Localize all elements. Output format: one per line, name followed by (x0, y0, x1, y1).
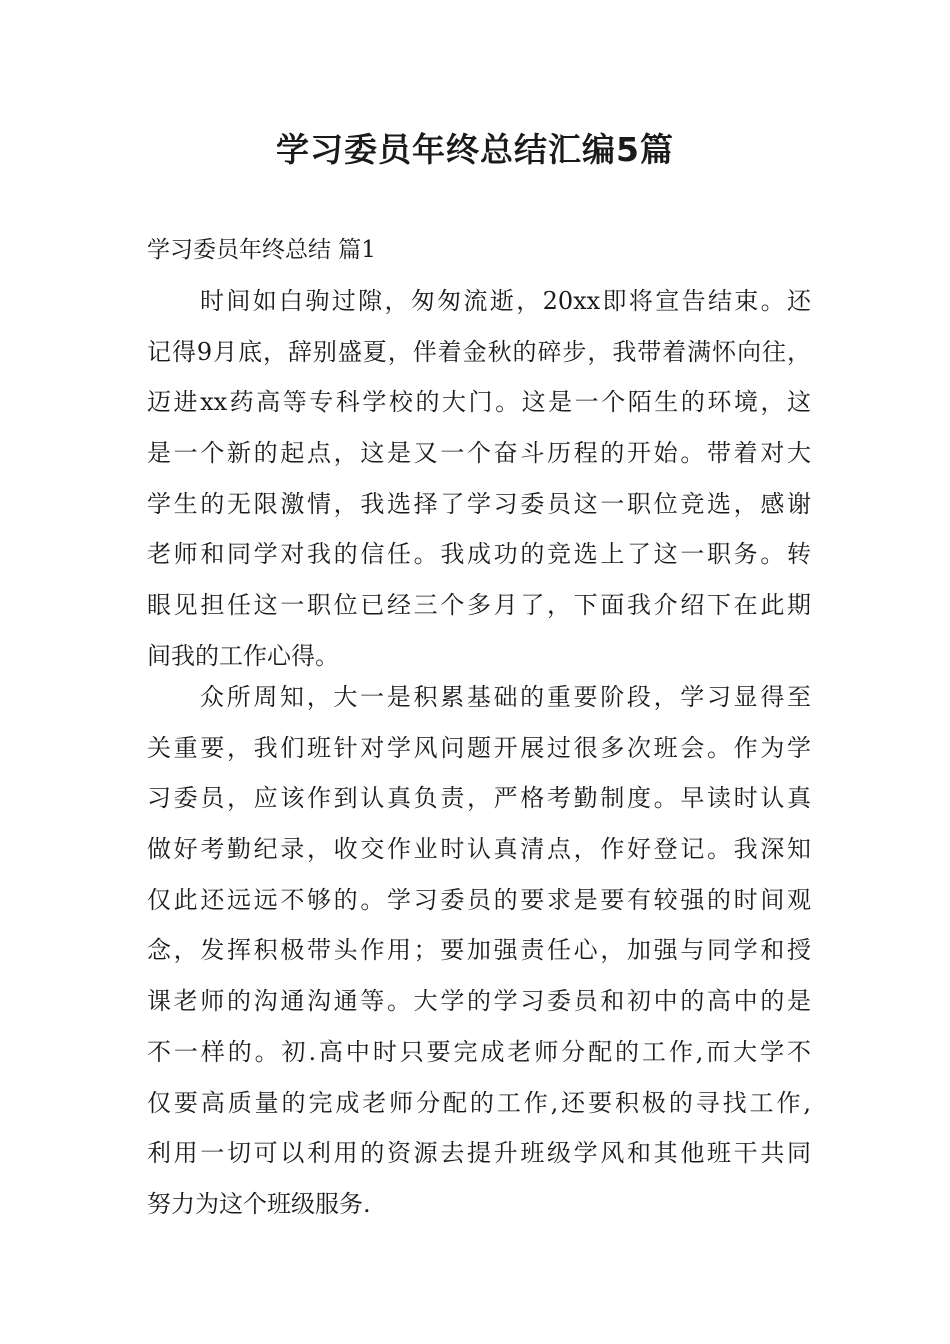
paragraph-line: 是一个新的起点，这是又一个奋斗历程的开始。带着对大 (147, 439, 811, 468)
paragraph-line: 课老师的沟通沟通等。大学的学习委员和初中的高中的是 (147, 987, 811, 1016)
paragraph-line: 仅此还远远不够的。学习委员的要求是要有较强的时间观 (147, 885, 811, 914)
paragraph-line: 做好考勤纪录，收交作业时认真清点，作好登记。我深知 (147, 835, 811, 864)
paragraph-line: 眼见担任这一职位已经三个多月了，下面我介绍下在此期 (147, 591, 811, 620)
paragraph-line: 众所周知，大一是积累基础的重要阶段，学习显得至 (200, 683, 811, 711)
paragraph-line: 念，发挥积极带头作用；要加强责任心，加强与同学和授 (147, 936, 811, 965)
paragraph-line: 学生的无限激情，我选择了学习委员这一职位竞选，感谢 (147, 489, 811, 518)
paragraph-line: 迈进xx药高等专科学校的大门。这是一个陌生的环境，这 (147, 388, 811, 417)
paragraph-line: 习委员，应该作到认真负责，严格考勤制度。早读时认真 (147, 784, 811, 813)
paragraph-line: 记得9月底，辞别盛夏，伴着金秋的碎步，我带着满怀向往， (147, 337, 811, 366)
paragraph-line: 努力为这个班级服务. (147, 1189, 371, 1218)
paragraph-line: 关重要，我们班针对学风问题开展过很多次班会。作为学 (147, 733, 811, 762)
paragraph-line: 不一样的。初.高中时只要完成老师分配的工作,而大学不 (147, 1037, 811, 1066)
section-heading: 学习委员年终总结 篇1 (147, 237, 376, 263)
document-title: 学习委员年终总结汇编5篇 (276, 130, 674, 169)
paragraph-line: 间我的工作心得。 (147, 641, 339, 670)
paragraph-line: 仅要高质量的完成老师分配的工作,还要积极的寻找工作, (147, 1088, 811, 1117)
paragraph-line: 利用一切可以利用的资源去提升班级学风和其他班干共同 (147, 1139, 811, 1168)
paragraph-line: 老师和同学对我的信任。我成功的竞选上了这一职务。转 (147, 540, 811, 569)
paragraph-2 (147, 672, 811, 1230)
paragraph-1 (147, 276, 811, 682)
paragraph-line: 时间如白驹过隙，匆匆流逝，20xx即将宣告结束。还 (200, 287, 811, 315)
